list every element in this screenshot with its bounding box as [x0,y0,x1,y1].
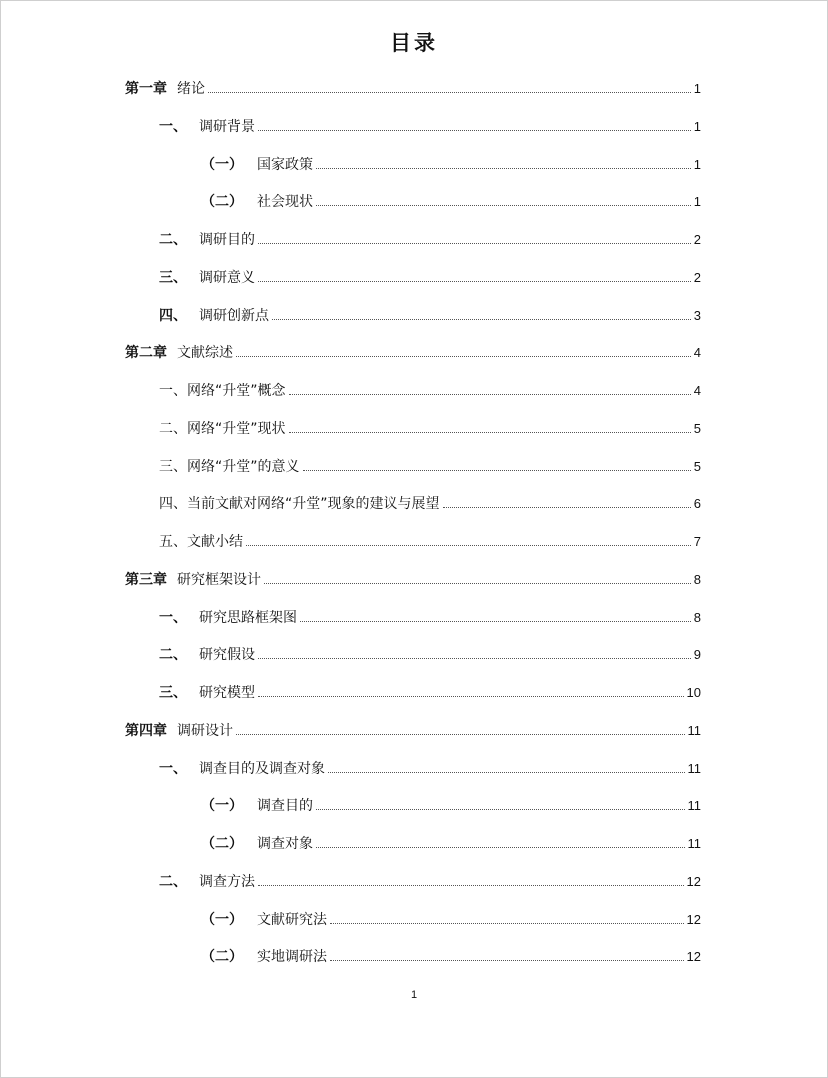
toc-entry-number: 第一章 [125,81,167,97]
dot-leader [246,545,691,546]
toc-entry-number: （二） [201,194,243,211]
toc-entry-page-number: 10 [686,685,701,700]
dot-leader [316,847,685,848]
toc-entry-page-number: 4 [693,345,701,361]
toc-section-entry[interactable] [159,267,701,289]
toc-entry-page-number: 11 [687,722,701,738]
toc-entry-number: 第四章 [125,722,167,739]
toc-entry-title: 绪论 [177,81,205,97]
dot-leader [289,394,691,395]
toc-subsection-entry[interactable] [201,154,701,176]
toc-section-entry[interactable] [159,229,701,251]
toc-entry-title: 调研设计 [177,722,233,739]
table-of-contents [1,69,827,969]
toc-entry-title: 文献综述 [177,345,233,362]
dot-leader [316,168,691,169]
toc-entry-number: （二） [201,836,243,852]
dot-leader [330,960,684,961]
dot-leader [258,281,691,282]
toc-entry-page-number: 12 [686,873,701,889]
toc-section-entry[interactable] [159,418,701,440]
dot-leader [330,923,684,924]
dot-leader [443,507,691,508]
toc-entry-title: 实地调研法 [257,949,327,966]
toc-chapter-entry[interactable] [125,342,701,364]
toc-entry-number: 二、 [159,647,187,664]
toc-entry-page-number: 7 [693,534,701,549]
dot-leader [264,583,691,584]
toc-entry-number: 三、 [159,269,187,286]
toc-chapter-entry[interactable] [125,569,701,591]
toc-entry-title: 研究思路框架图 [199,609,297,626]
toc-entry-number: （二） [201,949,243,966]
toc-subsection-entry[interactable] [201,833,701,855]
toc-entry-page-number: 12 [686,949,701,965]
dot-leader [289,432,691,433]
dot-leader [316,205,691,206]
toc-entry-number: （一） [201,156,243,173]
toc-section-entry[interactable] [159,116,701,138]
toc-entry-page-number: 4 [693,383,701,398]
toc-subsection-entry[interactable] [201,191,701,213]
toc-section-entry[interactable] [159,682,701,704]
toc-entry-page-number: 5 [693,458,701,474]
toc-entry-number: 四、 [159,307,187,324]
dot-leader [328,772,685,773]
dot-leader [258,885,684,886]
toc-entry-title: 调查目的 [257,798,313,815]
toc-section-entry[interactable] [159,305,701,327]
toc-entry-number: 二、 [159,232,187,248]
toc-entry-title: 调研目的 [199,232,255,248]
toc-entry-title: 调查对象 [257,836,313,852]
toc-subsection-entry[interactable] [201,795,701,817]
toc-entry-title: 三、网络“升堂”的意义 [159,458,300,475]
toc-section-entry[interactable] [159,493,701,515]
toc-entry-title: 二、网络“升堂”现状 [159,420,286,437]
toc-entry-page-number: 2 [693,269,701,285]
toc-entry-page-number: 12 [686,911,701,927]
toc-entry-number: 三、 [159,685,187,701]
toc-subsection-entry[interactable] [201,946,701,968]
toc-entry-title: 国家政策 [257,156,313,173]
toc-entry-page-number: 11 [687,760,701,776]
dot-leader [258,696,684,697]
toc-entry-page-number: 9 [693,647,701,663]
toc-entry-number: （一） [201,911,243,928]
dot-leader [258,658,691,659]
toc-entry-page-number: 11 [687,798,701,814]
toc-section-entry[interactable] [159,607,701,629]
toc-section-entry[interactable] [159,871,701,893]
dot-leader [316,809,685,810]
dot-leader [236,356,691,357]
toc-entry-number: 一、 [159,118,187,135]
toc-entry-number: （一） [201,798,243,815]
toc-entry-title: 调研创新点 [199,307,269,324]
toc-entry-page-number: 11 [687,836,701,851]
toc-section-entry[interactable] [159,531,701,553]
dot-leader [236,734,685,735]
toc-entry-number: 第三章 [125,571,167,588]
toc-chapter-entry[interactable] [125,78,701,100]
dot-leader [300,621,691,622]
toc-entry-title: 社会现状 [257,194,313,211]
toc-section-entry[interactable] [159,380,701,402]
toc-entry-page-number: 1 [693,81,701,96]
toc-entry-page-number: 1 [693,118,701,134]
dot-leader [258,130,691,131]
toc-entry-page-number: 8 [693,571,701,587]
toc-entry-title: 研究模型 [199,685,255,701]
toc-entry-title: 文献研究法 [257,911,327,928]
toc-entry-page-number: 6 [693,496,701,512]
toc-entry-title: 研究假设 [199,647,255,664]
dot-leader [208,92,691,93]
toc-entry-page-number: 3 [693,307,701,323]
dot-leader [272,319,691,320]
toc-subsection-entry[interactable] [201,909,701,931]
toc-section-entry[interactable] [159,644,701,666]
toc-entry-title: 一、网络“升堂”概念 [159,383,286,399]
toc-entry-title: 五、文献小结 [159,534,243,550]
toc-entry-number: 二、 [159,873,187,890]
toc-entry-title: 调查目的及调查对象 [199,760,325,777]
toc-section-entry[interactable] [159,758,701,780]
toc-entry-page-number: 1 [693,156,701,172]
toc-chapter-entry[interactable] [125,720,701,742]
toc-entry-number: 一、 [159,609,187,626]
dot-leader [258,243,691,244]
toc-entry-title: 调研背景 [199,118,255,135]
toc-entry-title: 四、当前文献对网络“升堂”现象的建议与展望 [159,496,440,513]
footer-page-number: 1 [410,989,418,1001]
toc-entry-page-number: 2 [693,232,701,247]
toc-entry-title: 调研意义 [199,269,255,286]
toc-heading: 目录 [390,31,438,55]
toc-entry-page-number: 1 [693,194,701,210]
toc-entry-title: 研究框架设计 [177,571,261,588]
toc-section-entry[interactable] [159,456,701,478]
dot-leader [303,470,691,471]
toc-entry-title: 调查方法 [199,873,255,890]
toc-entry-page-number: 5 [693,420,701,436]
toc-entry-number: 一、 [159,760,187,777]
toc-entry-number: 第二章 [125,345,167,362]
toc-entry-page-number: 8 [693,609,701,625]
